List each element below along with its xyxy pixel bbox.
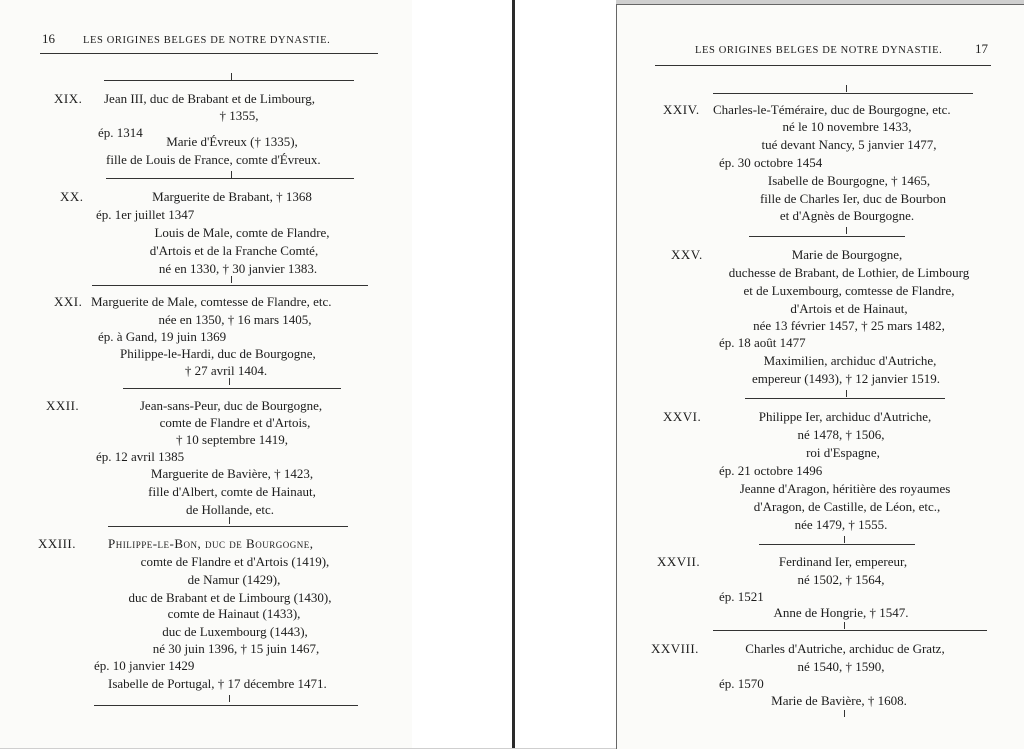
entry-line: fille de Charles Ier, duc de Bourbon — [759, 191, 947, 206]
generation-numeral: XXII. — [46, 398, 80, 413]
entry-line: née 13 février 1457, † 25 mars 1482, — [753, 318, 945, 333]
entry-line: née 1479, † 1555. — [794, 517, 888, 532]
entry-line: d'Artois et de Hainaut, — [790, 301, 908, 316]
connector-rule — [713, 630, 987, 631]
entry-line: ép. 1570 — [719, 676, 764, 691]
entry-line: † 27 avril 1404. — [184, 363, 268, 378]
entry-line: Marie de Bavière, † 1608. — [771, 693, 907, 708]
connector-tick — [229, 517, 230, 524]
header-rule-right — [655, 65, 991, 66]
entry-line: né le 10 novembre 1433, — [782, 119, 912, 134]
entry-line: empereur (1493), † 12 janvier 1519. — [751, 371, 941, 386]
connector-rule — [713, 93, 973, 94]
connector-rule — [123, 388, 341, 389]
entry-line: né en 1330, † 30 janvier 1383. — [158, 261, 318, 276]
entry-line: ép. 1314 — [98, 125, 143, 140]
entry-line: Isabelle de Bourgogne, † 1465, — [767, 173, 931, 188]
entry-line: comte de Hainaut (1433), — [167, 606, 301, 621]
running-head-right: LES ORIGINES BELGES DE NOTRE DYNASTIE. — [695, 45, 943, 56]
entry-line: ép. 21 octobre 1496 — [719, 463, 823, 478]
entry-line: duchesse de Brabant, de Lothier, de Limbourg — [728, 265, 970, 280]
running-head-left: LES ORIGINES BELGES DE NOTRE DYNASTIE. — [83, 35, 331, 46]
generation-numeral: XX. — [60, 189, 84, 204]
entry-line: Charles d'Autriche, archiduc de Gratz, — [745, 641, 945, 656]
entry-line: † 1355, — [219, 108, 259, 123]
generation-numeral: XXV. — [671, 247, 703, 262]
entry-line: Charles-le-Téméraire, duc de Bourgogne, etc. — [713, 102, 951, 117]
connector-rule — [745, 398, 945, 399]
entry-line: Jean III, duc de Brabant et de Limbourg, — [104, 91, 315, 106]
connector-tick — [846, 227, 847, 234]
entry-line: d'Artois et de la Franche Comté, — [149, 243, 319, 258]
entry-line: née en 1350, † 16 mars 1405, — [158, 312, 312, 327]
entry-line: ép. 30 octobre 1454 — [719, 155, 823, 170]
entry-line: et d'Agnès de Bourgogne. — [779, 208, 915, 223]
entry-line: † 10 septembre 1419, — [176, 432, 288, 447]
entry-line: roi d'Espagne, — [806, 445, 880, 460]
page-number-right: 17 — [975, 41, 988, 56]
entry-line: et de Luxembourg, comtesse de Flandre, — [743, 283, 955, 298]
entry-line: Jeanne d'Aragon, héritière des royaumes — [739, 481, 951, 496]
entry-line: comte de Flandre et d'Artois (1419), — [140, 554, 330, 569]
connector-rule — [759, 544, 915, 545]
connector-tick — [229, 378, 230, 385]
right-page — [616, 4, 1024, 749]
connector-tick — [231, 276, 232, 283]
entry-line: Ferdinand Ier, empereur, — [778, 554, 908, 569]
generation-numeral: XIX. — [54, 91, 83, 106]
entry-line: de Hollande, etc. — [185, 502, 275, 517]
book-gutter — [412, 0, 512, 748]
connector-tick — [846, 85, 847, 92]
connector-tick — [844, 536, 845, 543]
connector-tick — [231, 73, 232, 80]
connector-tick — [229, 695, 230, 702]
connector-tick — [846, 390, 847, 397]
entry-line: fille d'Albert, comte de Hainaut, — [148, 484, 316, 499]
entry-line: ép. 12 avril 1385 — [96, 449, 185, 464]
connector-rule — [106, 178, 354, 179]
entry-line: né 1540, † 1590, — [797, 659, 885, 674]
entry-line: Marguerite de Male, comtesse de Flandre, etc. — [91, 294, 332, 309]
entry-line: ép. 10 janvier 1429 — [94, 658, 195, 673]
connector-rule — [108, 526, 348, 527]
generation-numeral: XXVI. — [663, 409, 702, 424]
connector-tick — [844, 710, 845, 717]
connector-rule — [92, 285, 368, 286]
generation-numeral: XXVII. — [657, 554, 701, 569]
entry-line: ép. à Gand, 19 juin 1369 — [98, 329, 227, 344]
entry-line: tué devant Nancy, 5 janvier 1477, — [761, 137, 937, 152]
entry-line: fille de Louis de France, comte d'Évreux. — [106, 152, 321, 167]
entry-line: Louis de Male, comte de Flandre, — [154, 225, 330, 240]
entry-line: ép. 18 août 1477 — [719, 335, 806, 350]
entry-line: né 1478, † 1506, — [797, 427, 885, 442]
entry-line: Isabelle de Portugal, † 17 décembre 1471. — [108, 676, 327, 691]
entry-line: né 30 juin 1396, † 15 juin 1467, — [152, 641, 320, 656]
entry-line: Marie d'Évreux († 1335), — [166, 134, 298, 149]
connector-rule — [94, 705, 358, 706]
entry-line: ép. 1er juillet 1347 — [96, 207, 195, 222]
connector-rule — [749, 236, 905, 237]
book-gutter — [515, 0, 616, 748]
generation-numeral: XXVIII. — [651, 641, 699, 656]
connector-rule — [104, 80, 354, 81]
entry-line: Marguerite de Bavière, † 1423, — [150, 466, 314, 481]
generation-numeral: XXIII. — [38, 536, 77, 551]
entry-line: comte de Flandre et d'Artois, — [159, 415, 311, 430]
entry-line: Marguerite de Brabant, † 1368 — [152, 189, 312, 204]
page-number-left: 16 — [42, 31, 55, 46]
entry-line: Maximilien, archiduc d'Autriche, — [763, 353, 937, 368]
entry-line: Jean-sans-Peur, duc de Bourgogne, — [139, 398, 323, 413]
entry-line: de Namur (1429), — [187, 572, 281, 587]
entry-line: né 1502, † 1564, — [797, 572, 885, 587]
generation-numeral: XXIV. — [663, 102, 700, 117]
entry-line: Philippe-le-Hardi, duc de Bourgogne, — [120, 346, 316, 361]
entry-line: duc de Luxembourg (1443), — [162, 624, 308, 639]
entry-line: Marie de Bourgogne, — [791, 247, 903, 262]
entry-line: Philippe Ier, archiduc d'Autriche, — [758, 409, 932, 424]
connector-tick — [844, 622, 845, 629]
left-page — [0, 0, 413, 748]
connector-tick — [231, 171, 232, 178]
entry-line: duc de Brabant et de Limbourg (1430), — [128, 590, 332, 605]
generation-numeral: XXI. — [54, 294, 83, 309]
entry-line: Philippe-le-Bon, duc de Bourgogne, — [108, 536, 314, 551]
header-rule-left — [40, 53, 378, 54]
entry-line: ép. 1521 — [719, 589, 764, 604]
entry-line: Anne de Hongrie, † 1547. — [773, 605, 909, 620]
entry-line: d'Aragon, de Castille, de Léon, etc., — [753, 499, 941, 514]
